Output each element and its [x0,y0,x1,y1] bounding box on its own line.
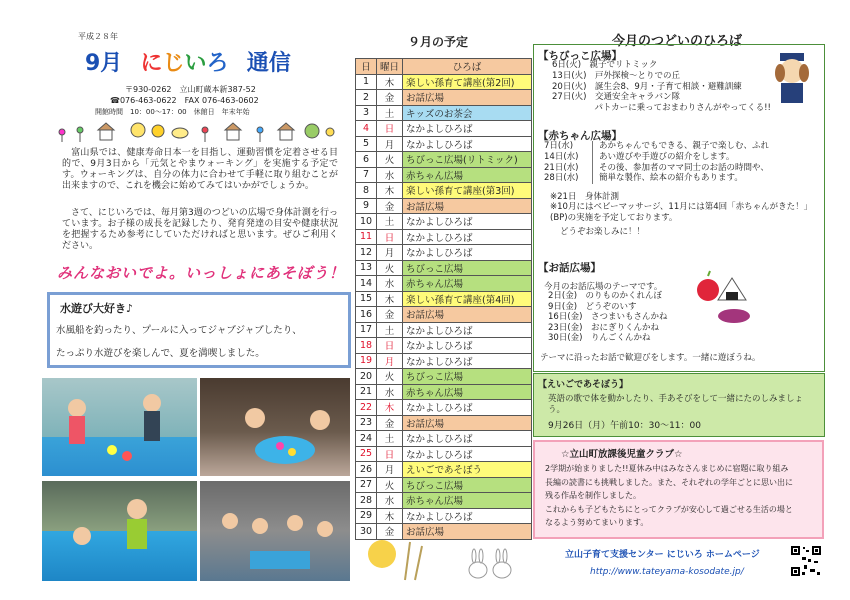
police-mascot-illustration [766,49,818,109]
homepage-label: 立山子育て支援センター にじいろ ホームページ [565,550,760,560]
slogan: みんなおいでよ。いっしょにあそぼう！ [57,264,346,282]
ohanashi-item: 30日(金) りんごくんかね [548,333,651,344]
schedule-event: 赤ちゃん広場 [403,167,532,183]
schedule-row [356,415,532,431]
schedule-day: 26 [356,462,377,478]
schedule-weekday: 月 [377,353,403,369]
title-char-ji: じ [162,51,185,76]
schedule-event: 楽しい孫育て講座(第2回) [403,74,532,90]
schedule-row [356,508,532,524]
schedule-row [356,183,532,199]
akachan-date: 7日(水) [544,141,574,151]
schedule-day: 4 [356,121,377,137]
photo-kids-balloons [200,378,350,476]
akachan-line: その後、参加者のママ同士のお話の時間や、 [599,162,769,173]
english-panel [533,373,825,437]
schedule-row [356,307,532,323]
schedule-day: 27 [356,477,377,493]
schedule-event: なかよしひろば [403,446,532,462]
schedule-weekday: 水 [377,493,403,509]
water-play-title: 水遊び大好き♪ [60,302,134,315]
akachan-dates [544,141,578,184]
schedule-day: 3 [356,105,377,121]
schedule-weekday: 火 [377,369,403,385]
schedule-event: えいごであそぼう [403,462,532,478]
akachan-title: 【赤ちゃん広場】 [538,130,622,142]
schedule-day: 7 [356,167,377,183]
address: 〒930-0262 立山町蔵本新387-52 [125,85,256,94]
title-char-ro: ろ [206,51,229,76]
schedule-row [356,322,532,338]
schedule-event: なかよしひろば [403,322,532,338]
newsletter-title [85,46,291,77]
homepage-url[interactable]: http://www.tateyama-kosodate.jp/ [590,567,744,577]
akachan-note1: ※21日 身体計測 [550,192,619,202]
schedule-day: 29 [356,508,377,524]
schedule-row [356,229,532,245]
chibikko-list [552,60,771,114]
photo-kids-pool [42,378,197,476]
schedule-row [356,136,532,152]
schedule-weekday: 土 [377,214,403,230]
schedule-weekday: 木 [377,74,403,90]
akachan-line: 簡単な製作、絵本の紹介もあります。 [599,173,743,184]
akachan-note3: どうぞお楽しみに！！ [560,227,646,237]
food-illustration [694,270,764,330]
schedule-row [356,152,532,168]
chibikko-item: 27日(火) 交通安全キャラバン隊 [552,92,680,103]
schedule-event: なかよしひろば [403,353,532,369]
photo-kids-water [42,481,197,581]
schedule-weekday: 金 [377,90,403,106]
schedule-weekday: 水 [377,276,403,292]
english-title: 【えいごであそぼう】 [538,380,629,390]
schedule-row [356,105,532,121]
chibikko-item: 20日(火) 誕生会8、9月・子育て相談・避難訓練 [552,81,742,92]
schedule-day: 6 [356,152,377,168]
schedule-weekday: 月 [377,462,403,478]
ohanashi-item: 16日(金) さつまいもさんかね [548,312,668,323]
schedule-event: ちびっこ広場 [403,369,532,385]
schedule-row [356,74,532,90]
schedule-day: 18 [356,338,377,354]
schedule-event: キッズのお茶会 [403,105,532,121]
schedule-weekday: 土 [377,431,403,447]
title-char-ni: に [140,51,163,76]
schedule-weekday: 金 [377,198,403,214]
col-event-header: ひろば [403,59,532,75]
schedule-weekday: 日 [377,229,403,245]
club-line: これからも子どもたちにとってクラブが安心して過ごせる生活の場と [545,504,793,514]
schedule-row [356,245,532,261]
club-line: なるよう努めてまいります。 [545,518,649,527]
schedule-event: 赤ちゃん広場 [403,276,532,292]
schedule-day: 24 [356,431,377,447]
schedule-row [356,446,532,462]
club-panel [533,440,824,539]
schedule-day: 15 [356,291,377,307]
schedule-day: 9 [356,198,377,214]
schedule-row [356,353,532,369]
schedule-event: なかよしひろば [403,245,532,261]
schedule-weekday: 日 [377,121,403,137]
schedule-weekday: 火 [377,152,403,168]
akachan-date: 28日(水) [544,173,579,184]
right-heading: 今月のつどいのひろば [612,34,743,49]
schedule-row [356,493,532,509]
club-line: 残る作品を制作しました。 [545,491,641,500]
schedule-event: お話広場 [403,524,532,540]
chibikko-item: 13日(火) 戸外探検～とりでの丘 [552,70,680,81]
decorative-strip [40,118,335,142]
akachan-date: 21日(水) [544,162,579,173]
chibikko-item: 6日(火) 親子でリトミック [552,60,658,70]
ohanashi-footer: テーマに沿ったお話で歓迎びをします。一緒に遊ぼうね。 [540,353,761,363]
schedule-weekday: 日 [377,446,403,462]
title-tsushin: 通信 [246,51,291,76]
schedule-day: 11 [356,229,377,245]
club-line: 長編の読書にも挑戦しました。また、それぞれの学年ごとに思い出に [545,477,793,487]
club-line: 2学期が始まりました!!夏休み中はみなさんまじめに宿題に取り組み [545,464,789,473]
schedule-day: 2 [356,90,377,106]
schedule-event: 赤ちゃん広場 [403,384,532,400]
schedule-day: 1 [356,74,377,90]
title-month: 9月 [85,51,123,76]
schedule-event: なかよしひろば [403,136,532,152]
schedule-day: 17 [356,322,377,338]
schedule-weekday: 木 [377,183,403,199]
club-body [545,462,817,530]
schedule-weekday: 土 [377,105,403,121]
schedule-day: 20 [356,369,377,385]
schedule-day: 12 [356,245,377,261]
club-title: ☆立山町放課後児童クラブ☆ [561,449,683,460]
ohanashi-item: 2日(金) のりものかくれんぼ [548,291,663,301]
water-play-box [47,292,351,368]
ohanashi-intro: 今月のお話広場のテーマです。 [544,282,663,292]
schedule-row [356,384,532,400]
schedule-event: ちびっこ広場 [403,477,532,493]
schedule-weekday: 木 [377,291,403,307]
schedule-row [356,477,532,493]
era-label: 平成２８年 [78,32,118,41]
schedule-event: なかよしひろば [403,508,532,524]
akachan-line: あかちゃんでもできる、親子で楽しむ、ふれ [599,141,770,151]
schedule-row [356,338,532,354]
hours: 開館時間 10：00～17：00 休館日 年末年始 [95,108,250,116]
chibikko-item: パトカーに乗っておまわりさんがやってくる!! [552,103,771,114]
col-week-header: 曜日 [377,59,403,75]
schedule-weekday: 金 [377,524,403,540]
schedule-row [356,121,532,137]
schedule-event: なかよしひろば [403,229,532,245]
schedule-row [356,462,532,478]
schedule-day: 30 [356,524,377,540]
schedule-weekday: 月 [377,136,403,152]
schedule-event: お話広場 [403,90,532,106]
schedule-row [356,431,532,447]
akachan-description [592,141,824,184]
schedule-day: 19 [356,353,377,369]
schedule-day: 14 [356,276,377,292]
akachan-line: あい遊びや手遊びの紹介をします。 [599,151,735,162]
schedule-day: 5 [356,136,377,152]
schedule-weekday: 月 [377,245,403,261]
ohanashi-item: 23日(金) おにぎりくんかね [548,322,659,333]
schedule-weekday: 水 [377,167,403,183]
english-line1: 英語の歌で体を動かしたり、手あそびをして一緒にたのしみましょう。 [548,394,804,415]
english-time: 9月26日（月）午前10：30～11：00 [548,421,701,431]
schedule-event: ちびっこ広場(リトミック) [403,152,532,168]
schedule-event: 楽しい孫育て講座(第3回) [403,183,532,199]
phone: ☎076-463-0622 FAX 076-463-0602 [110,96,259,105]
chibikko-title: 【ちびっこ広場】 [538,50,622,62]
ohanashi-item: 9日(金) どうぞのいす [548,301,637,312]
ohanashi-list [548,291,667,344]
schedule-row [356,291,532,307]
water-play-line2: たっぷり水遊びを楽しんで、夏を満喫しました。 [56,348,265,359]
schedule-day: 25 [356,446,377,462]
schedule-day: 16 [356,307,377,323]
akachan-note2: ※10月にはベビーマッサージ、11月には第4回「赤ちゃんがきた！」(BP)の実施を予定しております。 [550,202,808,223]
schedule-weekday: 木 [377,400,403,416]
hiroba-panel [533,44,825,372]
akachan-date: 14日(水) [544,151,579,162]
schedule-row [356,369,532,385]
schedule-event: なかよしひろば [403,431,532,447]
col-day-header: 日 [356,59,377,75]
schedule-row [356,276,532,292]
intro-paragraph-1: 富山県では、健康寿命日本一を目指し、運動習慣を定着させる目的で、9月3日から「元気とやまウォーキング」を実施する予定です。ウォーキングは、自分の体力に合わせて手軽に取り組むことが出来ますので、これを機会に始めてみてはいかがでしょうか。 [62,148,338,191]
schedule-weekday: 金 [377,307,403,323]
schedule-event: なかよしひろば [403,121,532,137]
schedule-weekday: 火 [377,477,403,493]
schedule-weekday: 日 [377,338,403,354]
schedule-day: 13 [356,260,377,276]
schedule-table [355,58,532,540]
schedule-row [356,90,532,106]
schedule-event: お話広場 [403,307,532,323]
title-char-i: い [184,51,207,76]
schedule-event: 楽しい孫育て講座(第4回) [403,291,532,307]
schedule-heading: ９月の予定 [408,35,469,49]
schedule-weekday: 水 [377,384,403,400]
intro-paragraph-2: さて、にじいろでは、毎月第3週のつどいの広場で身体計測を行っています。お子様の成長を記録したり、発育発達の目安や健康状況を把握するため参考にしていただければと思います。ぜひご利用ください。 [62,208,338,251]
schedule-weekday: 木 [377,508,403,524]
schedule-event: 赤ちゃん広場 [403,493,532,509]
water-play-line1: 水風船を釣ったり、プールに入ってジャブジャブしたり、 [56,325,302,336]
schedule-row [356,400,532,416]
schedule-weekday: 火 [377,260,403,276]
qr-code-icon [790,545,822,577]
schedule-day: 10 [356,214,377,230]
schedule-day: 21 [356,384,377,400]
schedule-row [356,198,532,214]
schedule-event: なかよしひろば [403,214,532,230]
schedule-header-row [356,59,532,75]
schedule-event: お話広場 [403,415,532,431]
schedule-event: なかよしひろば [403,338,532,354]
ohanashi-title: 【お話広場】 [538,262,601,274]
schedule-row [356,260,532,276]
schedule-day: 23 [356,415,377,431]
schedule-day: 28 [356,493,377,509]
moon-rabbit-illustration [360,532,520,582]
schedule-day: 8 [356,183,377,199]
schedule-row [356,214,532,230]
schedule-event: ちびっこ広場 [403,260,532,276]
photo-kids-group [200,481,350,581]
schedule-weekday: 土 [377,322,403,338]
schedule-weekday: 金 [377,415,403,431]
schedule-row [356,167,532,183]
schedule-day: 22 [356,400,377,416]
schedule-event: なかよしひろば [403,400,532,416]
schedule-event: お話広場 [403,198,532,214]
